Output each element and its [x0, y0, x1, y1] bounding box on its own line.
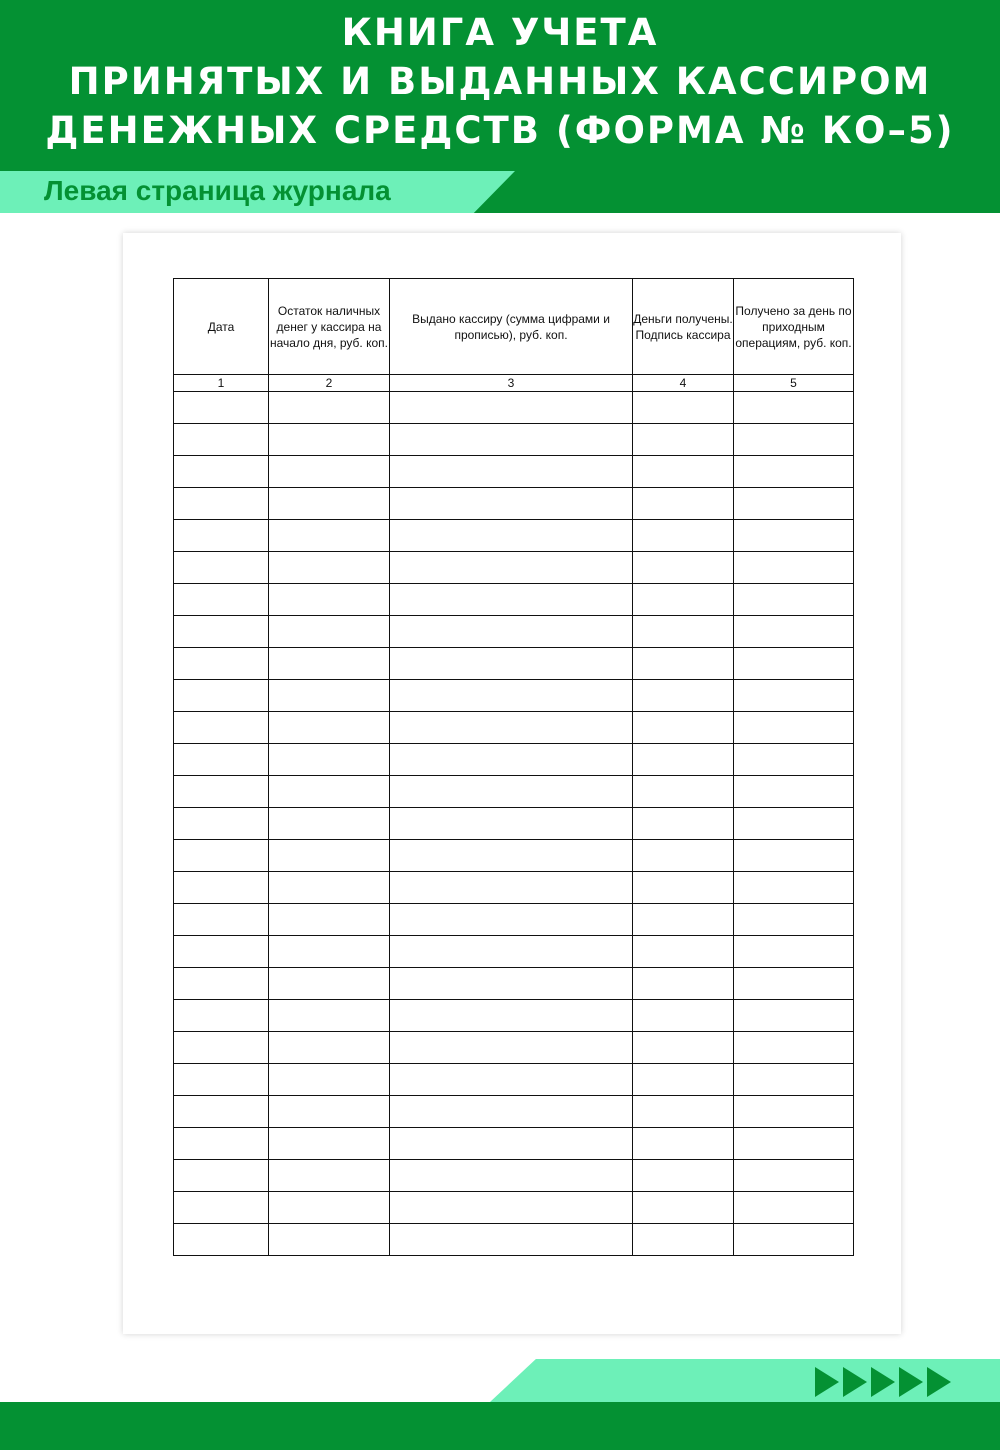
table-cell: [269, 552, 390, 584]
table-cell: [390, 872, 633, 904]
table-cell: [174, 1032, 269, 1064]
table-row: [174, 1032, 854, 1064]
table-cell: [269, 1000, 390, 1032]
table-row: [174, 648, 854, 680]
table-cell: [633, 520, 734, 552]
table-cell: [390, 584, 633, 616]
table-cell: [633, 424, 734, 456]
table-cell: [269, 584, 390, 616]
table-cell: [390, 968, 633, 1000]
table-cell: [269, 1032, 390, 1064]
table-cell: [633, 1192, 734, 1224]
table-cell: [174, 1000, 269, 1032]
table-row: [174, 520, 854, 552]
table-cell: [633, 1032, 734, 1064]
table-row: [174, 1000, 854, 1032]
table-cell: [390, 392, 633, 424]
table-cell: [633, 456, 734, 488]
table-cell: [269, 936, 390, 968]
table-row: [174, 584, 854, 616]
column-number-4: 4: [633, 375, 734, 392]
table-cell: [390, 424, 633, 456]
table-cell: [734, 1192, 854, 1224]
table-cell: [269, 968, 390, 1000]
table-cell: [734, 1224, 854, 1256]
table-cell: [174, 680, 269, 712]
column-header-received-per-day: Получено за день по приходным операциям, руб. коп.: [734, 279, 854, 375]
title-line-3: ДЕНЕЖНЫХ СРЕДСТВ (ФОРМА № КО–5): [45, 109, 955, 152]
table-cell: [390, 520, 633, 552]
table-cell: [633, 936, 734, 968]
table-cell: [390, 552, 633, 584]
page-subtitle: Левая страница журнала: [44, 175, 391, 206]
table-cell: [633, 584, 734, 616]
table-cell: [174, 1192, 269, 1224]
table-cell: [174, 968, 269, 1000]
table-cell: [734, 808, 854, 840]
table-cell: [174, 936, 269, 968]
table-cell: [174, 1160, 269, 1192]
table-cell: [734, 968, 854, 1000]
table-cell: [269, 1160, 390, 1192]
table-cell: [269, 616, 390, 648]
table-cell: [734, 1096, 854, 1128]
table-cell: [174, 1096, 269, 1128]
table-row: [174, 936, 854, 968]
table-cell: [174, 584, 269, 616]
table-cell: [734, 584, 854, 616]
table-cell: [390, 648, 633, 680]
table-row: [174, 1192, 854, 1224]
table-row: [174, 1128, 854, 1160]
right-triangle-icon: [843, 1367, 867, 1397]
footer-bar: [0, 1402, 1000, 1450]
table-cell: [269, 744, 390, 776]
table-row: [174, 968, 854, 1000]
table-cell: [269, 520, 390, 552]
table-row: [174, 1064, 854, 1096]
table-cell: [174, 616, 269, 648]
table-cell: [390, 616, 633, 648]
table-cell: [633, 680, 734, 712]
right-triangle-icon: [815, 1367, 839, 1397]
table-cell: [269, 1224, 390, 1256]
table-cell: [633, 392, 734, 424]
column-number-1: 1: [174, 375, 269, 392]
table-cell: [633, 712, 734, 744]
table-cell: [269, 424, 390, 456]
table-cell: [174, 424, 269, 456]
table-cell: [390, 776, 633, 808]
table-cell: [174, 520, 269, 552]
table-cell: [174, 1224, 269, 1256]
column-header-issued-to-cashier: Выдано кассиру (сумма цифрами и прописью), руб. коп.: [390, 279, 633, 375]
table-cell: [734, 392, 854, 424]
table-cell: [734, 840, 854, 872]
ledger-body: [174, 392, 854, 1256]
table-row: [174, 904, 854, 936]
table-cell: [269, 840, 390, 872]
table-cell: [633, 904, 734, 936]
table-cell: [174, 392, 269, 424]
table-cell: [174, 712, 269, 744]
table-cell: [734, 1128, 854, 1160]
table-row: [174, 872, 854, 904]
title-line-2: ПРИНЯТЫХ И ВЫДАННЫХ КАССИРОМ: [68, 60, 932, 103]
table-cell: [269, 1064, 390, 1096]
table-cell: [390, 680, 633, 712]
table-cell: [390, 936, 633, 968]
table-cell: [633, 488, 734, 520]
column-number-3: 3: [390, 375, 633, 392]
table-cell: [390, 1128, 633, 1160]
table-cell: [390, 456, 633, 488]
table-cell: [734, 424, 854, 456]
column-header-cashier-signature: Деньги получены. Подпись кассира: [633, 279, 734, 375]
table-cell: [734, 552, 854, 584]
table-row: [174, 552, 854, 584]
table-cell: [174, 648, 269, 680]
table-row: [174, 456, 854, 488]
table-cell: [390, 808, 633, 840]
table-cell: [633, 808, 734, 840]
ledger-table: [173, 278, 854, 1256]
page-title: [0, 8, 1000, 155]
table-cell: [734, 1160, 854, 1192]
table-cell: [390, 1096, 633, 1128]
table-cell: [633, 616, 734, 648]
table-cell: [734, 872, 854, 904]
table-cell: [390, 744, 633, 776]
table-cell: [174, 1128, 269, 1160]
table-cell: [390, 1160, 633, 1192]
table-cell: [633, 1224, 734, 1256]
table-cell: [174, 744, 269, 776]
table-cell: [390, 1224, 633, 1256]
table-cell: [633, 1128, 734, 1160]
table-cell: [734, 456, 854, 488]
column-header-date: Дата: [174, 279, 269, 375]
table-cell: [390, 712, 633, 744]
table-cell: [390, 1032, 633, 1064]
table-cell: [269, 680, 390, 712]
table-cell: [633, 744, 734, 776]
table-cell: [633, 968, 734, 1000]
table-cell: [269, 872, 390, 904]
table-cell: [734, 936, 854, 968]
right-triangle-icon: [927, 1367, 951, 1397]
table-cell: [269, 1096, 390, 1128]
table-row: [174, 712, 854, 744]
table-header-row: [174, 279, 854, 375]
table-row: [174, 840, 854, 872]
table-cell: [174, 456, 269, 488]
table-cell: [174, 776, 269, 808]
table-row: [174, 1224, 854, 1256]
table-cell: [633, 1096, 734, 1128]
right-triangle-icon: [899, 1367, 923, 1397]
table-row: [174, 744, 854, 776]
table-cell: [734, 744, 854, 776]
table-cell: [174, 840, 269, 872]
table-cell: [734, 520, 854, 552]
table-cell: [633, 840, 734, 872]
table-cell: [269, 776, 390, 808]
title-line-1: КНИГА УЧЕТА: [341, 11, 659, 54]
table-cell: [734, 648, 854, 680]
table-row: [174, 424, 854, 456]
table-cell: [734, 1032, 854, 1064]
table-cell: [269, 648, 390, 680]
table-cell: [174, 488, 269, 520]
table-cell: [390, 1000, 633, 1032]
table-cell: [734, 1000, 854, 1032]
table-row: [174, 680, 854, 712]
table-cell: [734, 776, 854, 808]
right-triangle-icon: [871, 1367, 895, 1397]
table-cell: [269, 392, 390, 424]
table-row: [174, 488, 854, 520]
table-cell: [633, 776, 734, 808]
table-row: [174, 1160, 854, 1192]
table-cell: [633, 1000, 734, 1032]
table-cell: [174, 552, 269, 584]
column-number-row: [174, 375, 854, 392]
table-cell: [174, 872, 269, 904]
table-cell: [390, 840, 633, 872]
table-cell: [734, 616, 854, 648]
table-cell: [734, 488, 854, 520]
table-cell: [269, 488, 390, 520]
column-header-opening-balance: Остаток наличных денег у кассира на начало дня, руб. коп.: [269, 279, 390, 375]
table-cell: [269, 712, 390, 744]
column-number-2: 2: [269, 375, 390, 392]
table-cell: [633, 648, 734, 680]
table-cell: [269, 808, 390, 840]
table-cell: [390, 904, 633, 936]
table-cell: [174, 808, 269, 840]
table-cell: [390, 488, 633, 520]
table-row: [174, 616, 854, 648]
table-cell: [734, 712, 854, 744]
column-number-5: 5: [734, 375, 854, 392]
table-cell: [390, 1064, 633, 1096]
table-cell: [269, 456, 390, 488]
table-row: [174, 808, 854, 840]
table-cell: [734, 1064, 854, 1096]
table-cell: [633, 1160, 734, 1192]
table-cell: [633, 552, 734, 584]
table-cell: [390, 1192, 633, 1224]
table-row: [174, 776, 854, 808]
table-cell: [174, 1064, 269, 1096]
table-row: [174, 1096, 854, 1128]
table-cell: [269, 904, 390, 936]
table-cell: [269, 1128, 390, 1160]
footer-arrows: [815, 1367, 955, 1397]
table-cell: [633, 1064, 734, 1096]
table-cell: [174, 904, 269, 936]
table-cell: [269, 1192, 390, 1224]
table-row: [174, 392, 854, 424]
table-cell: [734, 904, 854, 936]
table-cell: [734, 680, 854, 712]
table-cell: [633, 872, 734, 904]
